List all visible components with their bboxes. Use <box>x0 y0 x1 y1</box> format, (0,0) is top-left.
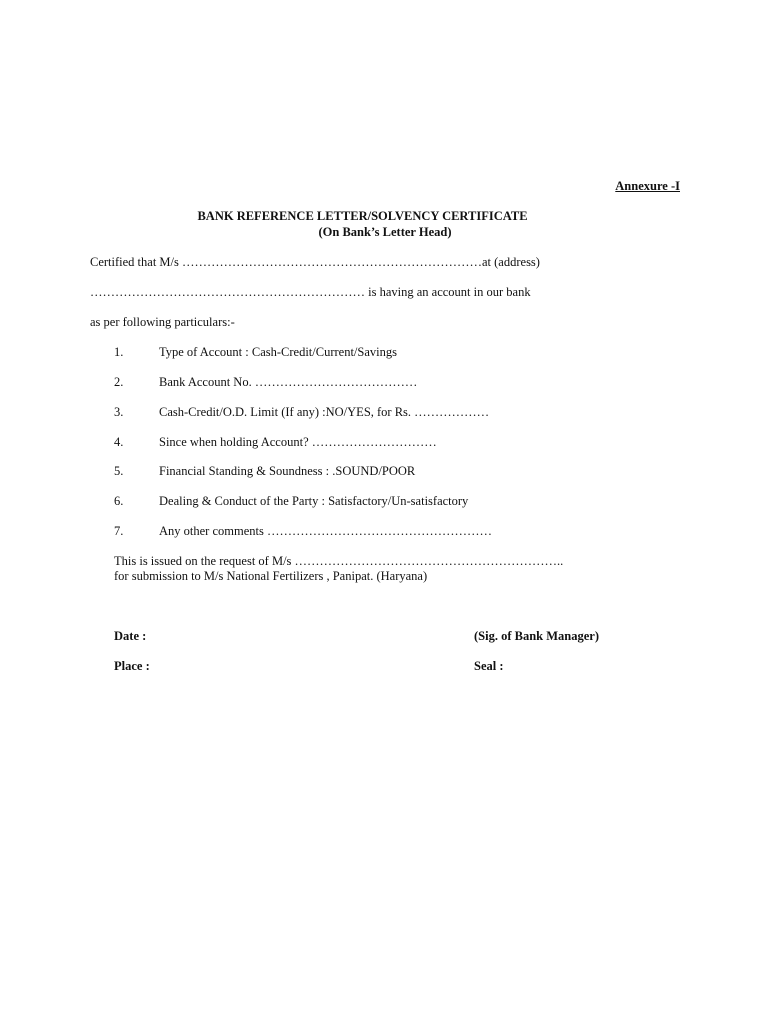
list-item-text: Any other comments ……………………………………………… <box>159 524 492 538</box>
place-label: Place : <box>114 659 150 673</box>
list-item-number: 3. <box>114 405 124 419</box>
list-item-text: Type of Account : Cash-Credit/Current/Savings <box>159 345 397 359</box>
list-item-text: Financial Standing & Soundness : .SOUND/POOR <box>159 464 416 478</box>
list-item-number: 7. <box>114 524 124 538</box>
document-title: BANK REFERENCE LETTER/SOLVENCY CERTIFICATE <box>197 209 528 223</box>
list-item-number: 6. <box>114 494 124 508</box>
annexure-label: Annexure -I <box>615 179 680 193</box>
list-item-number: 4. <box>114 435 124 449</box>
date-label: Date : <box>114 629 147 643</box>
closing-line-1: This is issued on the request of M/s ……………………………………………………….. <box>114 554 564 568</box>
list-item-number: 1. <box>114 345 124 359</box>
list-item-text: Cash-Credit/O.D. Limit (If any) :NO/YES, for Rs. ……………… <box>159 405 490 419</box>
intro-line-3: as per following particulars:- <box>90 315 235 329</box>
list-item-number: 5. <box>114 464 124 478</box>
list-item-number: 2. <box>114 375 124 389</box>
signature-label: (Sig. of Bank Manager) <box>474 629 599 643</box>
closing-line-2: for submission to M/s National Fertilizers , Panipat. (Haryana) <box>114 569 428 583</box>
seal-label: Seal : <box>474 659 504 673</box>
list-item-text: Since when holding Account? ………………………… <box>159 435 437 449</box>
list-item-text: Bank Account No. ………………………………… <box>159 375 418 389</box>
document-subtitle: (On Bank’s Letter Head) <box>318 225 452 239</box>
intro-line-1: Certified that M/s ………………………………………………………………at (address) <box>90 255 540 269</box>
list-item-text: Dealing & Conduct of the Party : Satisfactory/Un-satisfactory <box>159 494 469 508</box>
intro-line-2: ………………………………………………………… is having an account in our bank <box>90 285 531 299</box>
